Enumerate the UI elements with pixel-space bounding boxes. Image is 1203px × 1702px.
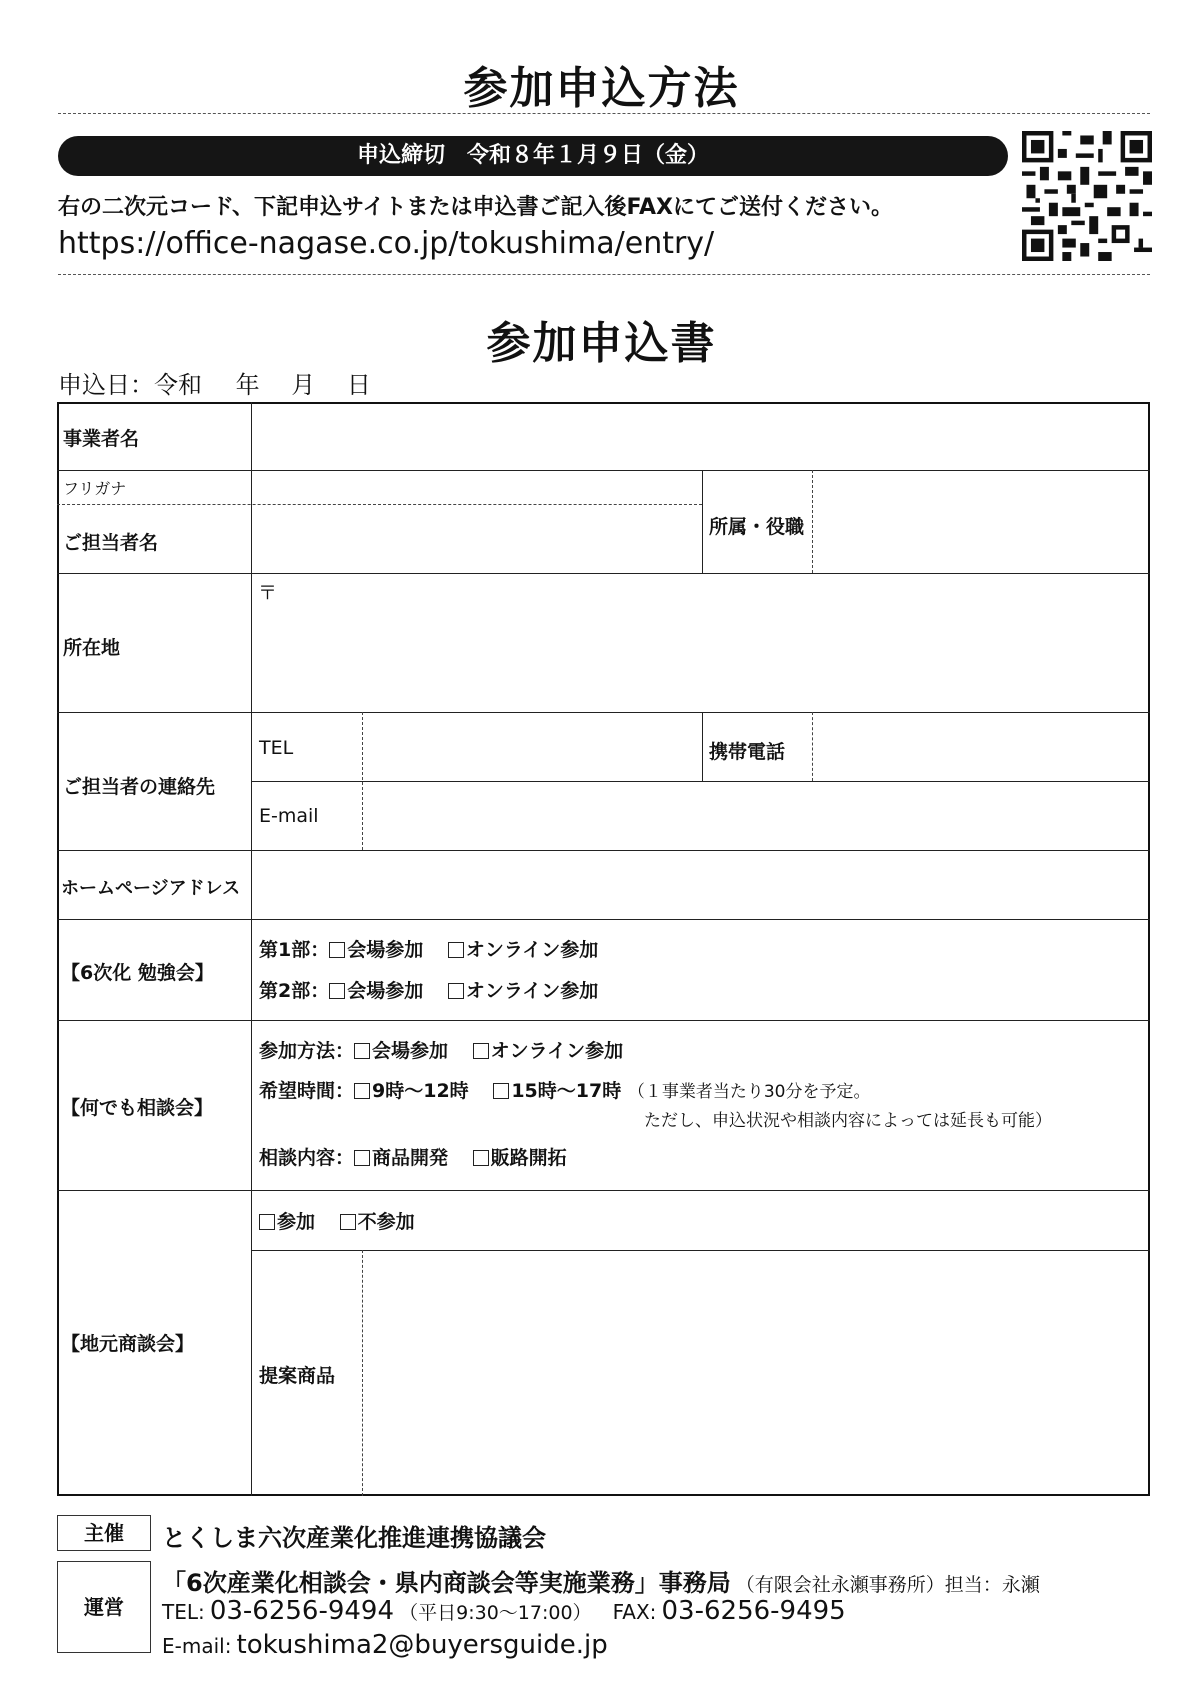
checkbox-consult-venue[interactable] <box>354 1043 370 1059</box>
study-part2: 第2部： 会場参加 オンライン参加 <box>259 980 599 1002</box>
email-line: E-mail: tokushima2@buyersguide.jp <box>162 1630 608 1660</box>
checkbox-join[interactable] <box>259 1214 275 1230</box>
checkbox-sales-channel[interactable] <box>473 1150 489 1166</box>
contact-person-field[interactable] <box>253 506 700 571</box>
proposal-field[interactable] <box>364 1252 1148 1494</box>
label-local-meeting: 【地元商談会】 <box>61 1333 195 1355</box>
footer-fax: 03-6256-9495 <box>661 1596 846 1626</box>
consult-note: ただし、申込状況や相談内容によっては延長も可能） <box>644 1111 1052 1131</box>
page-title: 参加申込方法 <box>463 63 740 114</box>
host-name: とくしま六次産業化推進連携協議会 <box>162 1524 546 1552</box>
date-label: 申込日：令和 <box>58 371 202 399</box>
homepage-field[interactable] <box>253 852 1148 918</box>
footer-email[interactable]: tokushima2@buyersguide.jp <box>236 1630 608 1660</box>
checkbox-time-morning[interactable] <box>354 1083 370 1099</box>
local-participation: 参加 不参加 <box>259 1207 415 1234</box>
checkbox-part2-online[interactable] <box>448 983 464 999</box>
footer-hours: （平日9:30～17:00） <box>399 1602 592 1624</box>
consult-method: 参加方法： 会場参加 オンライン参加 <box>259 1040 624 1062</box>
deadline-banner: 申込締切 令和８年１月９日（金） <box>58 136 1008 176</box>
address-field[interactable] <box>253 600 1148 710</box>
instructions: 右の二次元コード、下記申込サイトまたは申込書ご記入後FAXにてご送付ください。 <box>58 195 893 220</box>
operator-name: 「6次産業化相談会・県内商談会等実施業務」事務局 <box>162 1569 731 1597</box>
label-email: E-mail <box>259 805 319 827</box>
divider <box>58 113 1150 114</box>
mobile-field[interactable] <box>814 714 1148 780</box>
checkbox-part2-venue[interactable] <box>329 983 345 999</box>
footer-tel[interactable]: 03-6256-9494 <box>209 1596 395 1626</box>
checkbox-nojoin[interactable] <box>340 1214 356 1230</box>
label-mobile: 携帯電話 <box>709 741 786 763</box>
label-contact-person: ご担当者名 <box>63 532 159 554</box>
label-contact-info: ご担当者の連絡先 <box>63 776 216 798</box>
label-homepage: ホームページアドレス <box>61 878 241 899</box>
application-date <box>58 365 371 400</box>
checkbox-product-dev[interactable] <box>354 1150 370 1166</box>
checkbox-consult-online[interactable] <box>473 1043 489 1059</box>
label-tel: TEL <box>259 737 294 759</box>
form-title: 参加申込書 <box>486 318 717 369</box>
contact-line: TEL: 03-6256-9494 （平日9:30～17:00） FAX: 03-6256-9495 <box>162 1596 846 1626</box>
divider <box>58 274 1150 275</box>
qr-code[interactable] <box>1022 131 1152 261</box>
label-consultation: 【何でも相談会】 <box>61 1097 214 1119</box>
label-furigana: フリガナ <box>63 479 127 498</box>
label-affiliation: 所属・役職 <box>709 516 805 538</box>
email-field[interactable] <box>364 783 1148 849</box>
checkbox-part1-venue[interactable] <box>329 942 345 958</box>
label-business-name: 事業者名 <box>63 428 140 450</box>
label-study-session: 【6次化 勉強会】 <box>61 962 214 984</box>
operator-line <box>162 1563 1040 1598</box>
tel-field[interactable] <box>364 714 700 780</box>
operator-label: 運営 <box>57 1561 151 1653</box>
host-label: 主催 <box>57 1515 151 1551</box>
study-part1: 第1部： 会場参加 オンライン参加 <box>259 939 599 961</box>
date-day: 日 <box>346 371 371 399</box>
furigana-field[interactable] <box>253 472 700 502</box>
checkbox-time-afternoon[interactable] <box>493 1083 509 1099</box>
consult-time: 希望時間： 9時～12時 15時～17時 （１事業者当たり30分を予定。 <box>259 1080 871 1102</box>
operator-company: （有限会社永瀬事務所）担当：永瀬 <box>735 1574 1040 1596</box>
consult-content: 相談内容： 商品開発 販路開拓 <box>259 1147 567 1169</box>
checkbox-part1-online[interactable] <box>448 942 464 958</box>
date-year: 年 <box>235 371 260 399</box>
entry-url[interactable]: https://office-nagase.co.jp/tokushima/entry/ <box>58 226 715 261</box>
business-name-field[interactable] <box>253 404 1148 469</box>
postal-mark: 〒 <box>258 582 278 604</box>
date-month: 月 <box>291 371 316 399</box>
label-address: 所在地 <box>63 637 121 659</box>
label-proposal: 提案商品 <box>259 1365 336 1387</box>
affiliation-field[interactable] <box>814 472 1148 572</box>
